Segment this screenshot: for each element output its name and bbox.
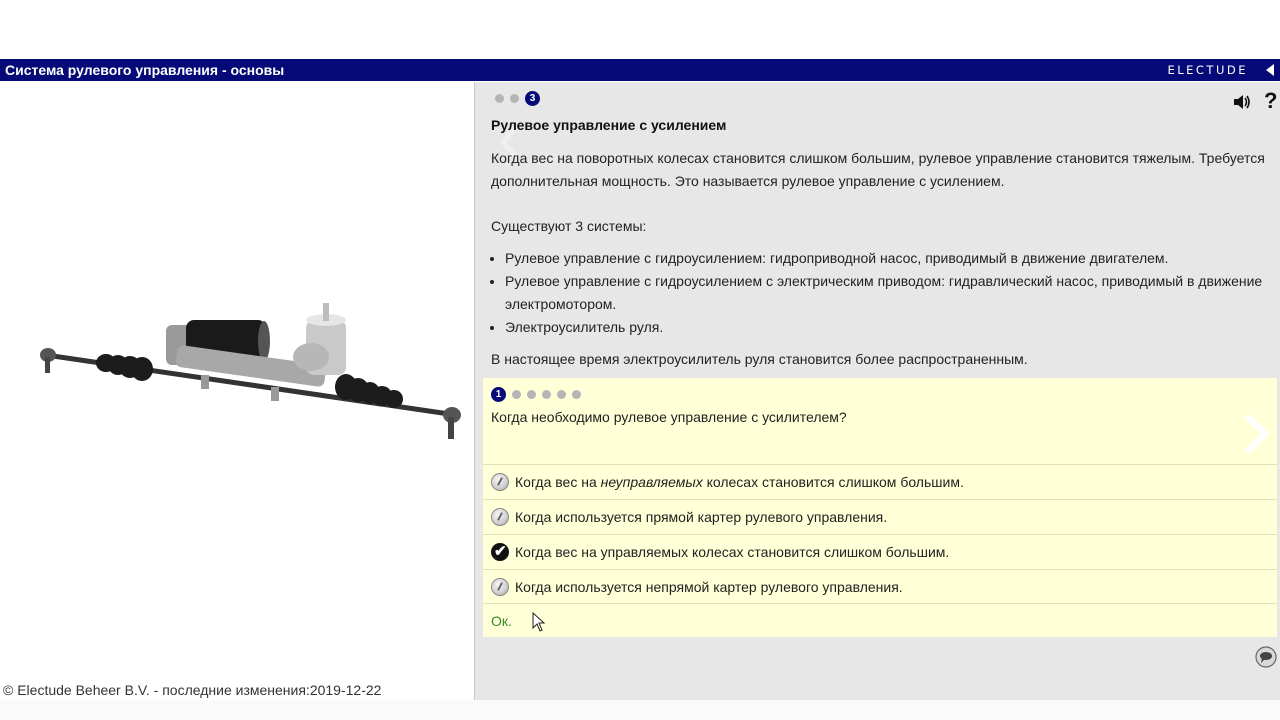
ok-button[interactable]: Ок.	[491, 613, 512, 629]
bottom-strip	[0, 700, 1280, 720]
chat-icon[interactable]	[1255, 646, 1277, 668]
answer-option[interactable]	[483, 569, 1277, 603]
next-page-arrow-icon[interactable]	[1239, 412, 1273, 456]
copyright-text: © Electude Beheer B.V. - последние изменения:2019-12-22	[3, 682, 382, 698]
collapse-arrow-icon[interactable]	[1266, 64, 1274, 76]
question-dot[interactable]	[527, 390, 536, 399]
page-dot[interactable]	[510, 94, 519, 103]
list-item: • Электроусилитель руля.	[505, 316, 1271, 339]
page-dot[interactable]	[495, 94, 504, 103]
question-dot-current[interactable]: 1	[491, 387, 506, 402]
paragraph: Когда вес на поворотных колесах становится слишком большим, рулевое управление становится тяжелым. Требуется дополнительная мощность. Это называется рулевое управление с усилением.	[491, 150, 1265, 189]
page-dot-current[interactable]: 3	[525, 91, 540, 106]
radio-button[interactable]	[491, 578, 509, 596]
answer-option[interactable]	[483, 534, 1277, 568]
help-icon[interactable]: ?	[1264, 88, 1278, 113]
steering-rack-image	[36, 295, 466, 455]
answer-option[interactable]	[483, 499, 1277, 533]
lesson-text	[491, 147, 1271, 371]
checkmark-icon: ✔	[494, 542, 507, 560]
paragraph: Существуют 3 системы:	[491, 218, 647, 234]
paragraph: В настоящее время электроусилитель руля становится более распространенным.	[491, 351, 1028, 367]
list-item: • Рулевое управление с гидроусилением с электрическим приводом: гидравлический насос, приводимый в движение электромотором.	[505, 270, 1271, 316]
ok-row	[483, 603, 1277, 637]
title-bar	[0, 59, 1280, 81]
course-title: Система рулевого управления - основы	[5, 62, 285, 78]
answer-label: Когда вес на неуправляемых колесах становится слишком большим.	[515, 473, 964, 490]
list-item: • Рулевое управление с гидроусилением: гидроприводной насос, приводимый в движение двигателем.	[505, 247, 1271, 270]
question-dot[interactable]	[542, 390, 551, 399]
question-dot[interactable]	[512, 390, 521, 399]
speaker-icon[interactable]	[1233, 94, 1251, 110]
quiz-question: Когда необходимо рулевое управление с усилителем?	[491, 409, 847, 425]
question-dot[interactable]	[572, 390, 581, 399]
answer-label: Когда используется прямой картер рулевого управления.	[515, 508, 888, 525]
quiz-panel	[483, 378, 1277, 637]
answer-option[interactable]	[483, 464, 1277, 498]
brand-logo: ELECTUDE	[1167, 63, 1248, 77]
answer-label: Когда используется непрямой картер рулевого управления.	[515, 578, 903, 595]
left-pane	[0, 82, 474, 700]
mouse-cursor-icon	[532, 612, 546, 632]
radio-button-checked[interactable]	[491, 543, 509, 561]
radio-button[interactable]	[491, 473, 509, 491]
radio-button[interactable]	[491, 508, 509, 526]
systems-list	[491, 247, 1271, 339]
lesson-heading: Рулевое управление с усилением	[491, 117, 727, 133]
question-dot[interactable]	[557, 390, 566, 399]
page-pager	[495, 91, 540, 106]
question-pager	[491, 387, 581, 402]
answer-label: Когда вес на управляемых колесах становится слишком большим.	[515, 543, 950, 560]
lesson-pane	[474, 82, 1280, 700]
